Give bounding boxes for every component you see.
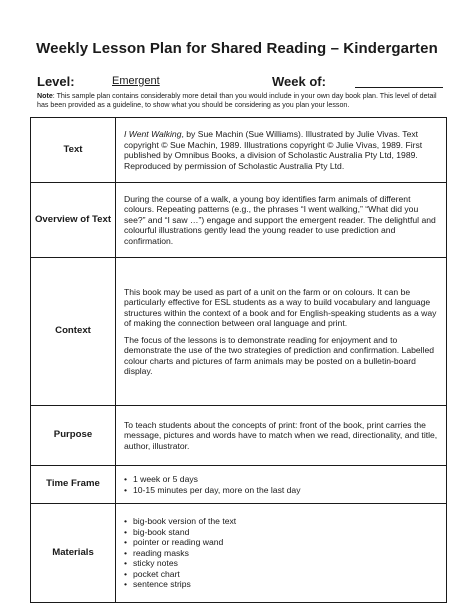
row-label-materials: Materials [31,504,116,603]
row-label-purpose: Purpose [31,406,116,466]
row-value-materials [116,504,447,603]
table-row-overview [31,183,447,258]
note-paragraph [37,92,441,110]
row-label-overview: Overview of Text [31,183,116,258]
table-row-purpose [31,406,447,466]
level-value: Emergent [112,75,160,87]
materials-list [124,516,440,590]
row-value-overview: During the course of a walk, a young boy identifies farm animals of different colours. Repeating patterns (e.g., the phrases “I went walking,” “What did you see?” and “I saw …”) engage and support the emergent reader. The delightful and colourful illustrations gently lead the young reader to use prediction and confirmation. [116,183,447,258]
table-row-text [31,118,447,183]
list-item: • sentence strips [124,579,440,590]
row-label-context: Context [31,258,116,406]
table-row-materials [31,504,447,603]
week-of-blank-line [355,87,443,88]
note-label: Note [37,92,53,100]
list-item: • pocket chart [124,569,440,580]
row-value-text [116,118,447,183]
row-value-context [116,258,447,406]
row-label-time-frame: Time Frame [31,466,116,504]
week-of-label: Week of: [272,74,326,89]
context-paragraph-2: The focus of the lessons is to demonstrate reading for enjoyment and to demonstrate the use of the two strategies of prediction and confirmation. Labelled colour charts and pictures of farm animals may be posted on a bulletin-board display. [124,334,435,376]
context-paragraph-1: This book may be used as part of a unit on the farm or on colours. It can be particularly effective for ESL students as a way to build vocabulary and language structures within the context of a book and for English-speaking students as a way of making the connection between oral language and print. [124,286,437,328]
document-title: Weekly Lesson Plan for Shared Reading – Kindergarten [36,40,438,57]
list-item: • 1 week or 5 days [124,474,440,485]
row-value-time-frame [116,466,447,504]
table-row-time-frame [31,466,447,504]
row-label-text: Text [31,118,116,183]
table-row-context [31,258,447,406]
list-item: • reading masks [124,548,440,559]
list-item: • big-book version of the text [124,516,440,527]
level-week-row [37,74,447,90]
time-frame-list [124,474,440,495]
note-text: : This sample plan contains considerably more detail than you would include in your own day book plan. This level of detail has been provided as a guideline, to show what you should be considering as you plan your lesson. [37,92,437,109]
list-item: • 10-15 minutes per day, more on the last day [124,485,440,496]
list-item: • sticky notes [124,558,440,569]
list-item: • big-book stand [124,527,440,538]
lesson-plan-table [30,117,447,603]
book-citation: , by Sue Machin (Sue Williams). Illustrated by Julie Vivas. Text copyright © Sue Machin, 1989. Illustrations copyright © Julie Vivas, 1989. First published by Omnibus Books, a division of Scholastic Australia Pty Ltd, 1989. Reproduced by permission of Scholastic Australia Pty Ltd. [124,129,423,171]
row-value-purpose: To teach students about the concepts of print: front of the book, print carries the message, pictures and words have to match when we read, directionality, and title, author, illustrator. [116,406,447,466]
list-item: • pointer or reading wand [124,537,440,548]
book-title: I Went Walking [124,129,182,139]
level-label: Level: [37,74,75,89]
